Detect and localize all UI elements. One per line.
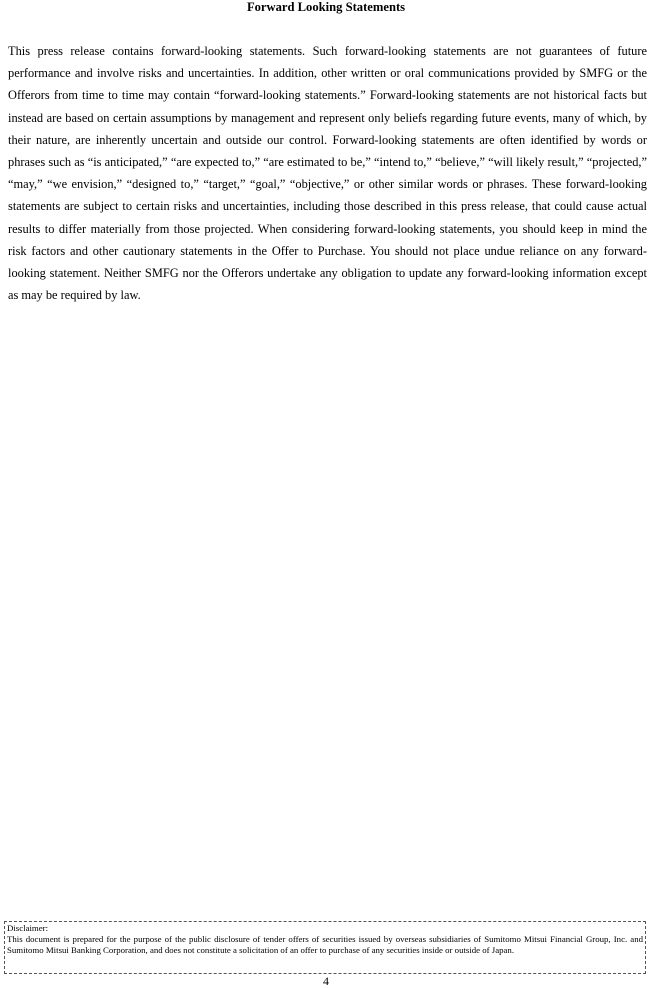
disclaimer-title: Disclaimer: — [7, 923, 49, 933]
page-number: 4 — [323, 974, 329, 988]
forward-looking-paragraph: This press release contains forward-looking statements. Such forward-looking statements are not guarantees of future performance and involve risks and uncertainties. In addition, other written or oral communications provided by SMFG or the Offerors from time to time may contain “forward-looking statements.” Forward-looking statements are not historical facts but instead are based on certain assumptions by management and represent only beliefs regarding future events, many of which, by their nature, are inherently uncertain and outside our control. Forward-looking statements are often identified by words or phrases such as “is anticipated,” “are expected to,” “are estimated to be,” “intend to,” “believe,” “will likely result,” “projected,” “may,” “we envision,” “designed to,” “target,” “goal,” “objective,” or other similar words or phrases. These forward-looking statements are subject to certain risks and uncertainties, including those described in this press release, that could cause actual results to differ materially from those projected. When considering forward-looking statements, you should keep in mind the risk factors and other cautionary statements in the Offer to Purchase. You should not place undue reliance on any forward-looking statement. Neither SMFG nor the Offerors undertake any obligation to update any forward-looking information except as may be required by law. — [8, 44, 647, 303]
disclaimer-box — [4, 921, 646, 974]
page-heading: Forward Looking Statements — [246, 0, 406, 14]
disclaimer-text: This document is prepared for the purpose of the public disclosure of tender offers of securities issued by overseas subsidiaries of Sumitomo Mitsui Financial Group, Inc. and Sumitomo Mitsui Banking Corporation, and does not constitute a solicitation of an offer to purchase of any securities inside or outside of Japan. — [7, 934, 643, 956]
